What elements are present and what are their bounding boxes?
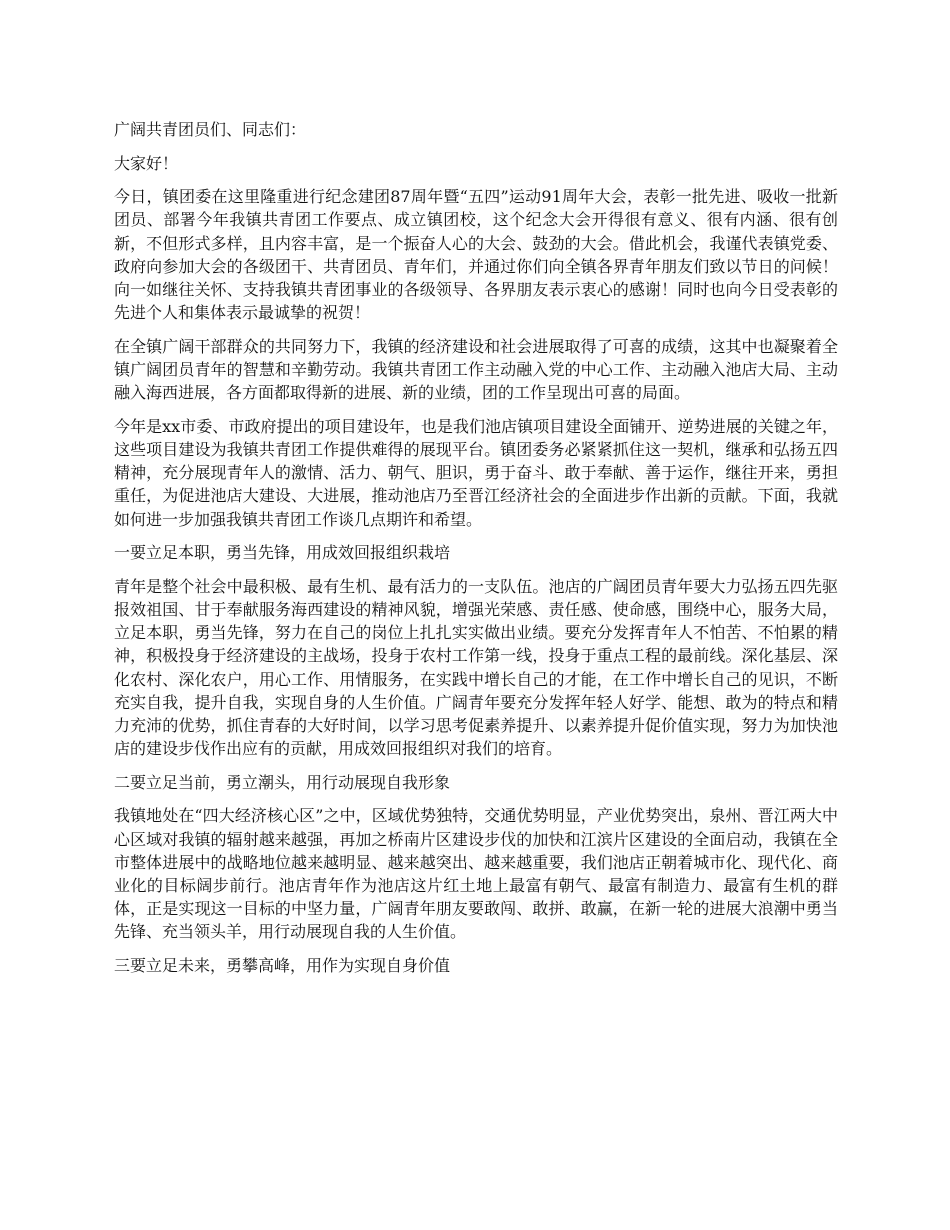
paragraph-opening: 今日，镇团委在这里隆重进行纪念建团87周年暨“五四”运动91周年大会，表彰一批先进、吸收一批新团员、部署今年我镇共青团工作要点、成立镇团校，这个纪念大会开得很有意义、很有内涵、很有创新，不但形式多样，且内容丰富，是一个振奋人心的大会、鼓劲的大会。借此机会，我谨代表镇党委、政府向参加大会的各级团干、共青团员、青年们，并通过你们向全镇各界青年朋友们致以节日的问候！向一如继往关怀、支持我镇共青团事业的各级领导、各界朋友表示衷心的感谢！同时也向今日受表彰的先进个人和集体表示最诚挚的祝贺！ [114, 187, 838, 323]
paragraph-section-2: 我镇地处在“四大经济核心区”之中，区域优势独特，交通优势明显，产业优势突出，泉州、晋江两大中心区域对我镇的辐射越来越强，再加之桥南片区建设步伐的加快和江滨片区建设的全面启动，我镇在全市整体进展中的战略地位越来越明显、越来越突出、越来越重要，我们池店正朝着城市化、现代化、商业化的目标阔步前行。池店青年作为池店这片红土地上最富有朝气、最富有制造力、最富有生机的群体，正是实现这一目标的中坚力量，广阔青年朋友要敢闯、敢拼、敢赢，在新一轮的进展大浪潮中勇当先锋、充当领头羊，用行动展现自我的人生价值。 [114, 806, 838, 942]
paragraph-project-year: 今年是xx市委、市政府提出的项目建设年，也是我们池店镇项目建设全面铺开、逆势进展的关键之年，这些项目建设为我镇共青团工作提供难得的展现平台。镇团委务必紧紧抓住这一契机，继承和弘扬五四精神，充分展现青年人的激情、活力、朝气、胆识，勇于奋斗、敢于奉献、善于运作，继往开来，勇担重任，为促进池店大建设、大进展，推动池店乃至晋江经济社会的全面进步作出新的贡献。下面，我就如何进一步加强我镇共青团工作谈几点期许和希望。 [114, 416, 838, 529]
salutation: 广阔共青团员们、同志们： [114, 120, 307, 139]
document-body [114, 118, 838, 988]
section-heading-1: 一要立足本职，勇当先锋，用成效回报组织栽培 [114, 543, 451, 563]
section-heading-3: 三要立足未来，勇攀高峰，用作为实现自身价值 [114, 956, 451, 976]
paragraph-achievements: 在全镇广阔干部群众的共同努力下，我镇的经济建设和社会进展取得了可喜的成绩，这其中也凝聚着全镇广阔团员青年的智慧和辛勤劳动。我镇共青团工作主动融入党的中心工作、主动融入池店大局、主动融入海西进展，各方面都取得新的进展、新的业绩，团的工作呈现出可喜的局面。 [114, 336, 838, 403]
section-heading-2: 二要立足当前，勇立潮头，用行动展现自我形象 [114, 772, 451, 792]
paragraph-section-1: 青年是整个社会中最积极、最有生机、最有活力的一支队伍。池店的广阔团员青年要大力弘扬五四先驱报效祖国、甘于奉献服务海西建设的精神风貌，增强光荣感、责任感、使命感，围绕中心，服务大局，立足本职，勇当先锋，努力在自己的岗位上扎扎实实做出业绩。要充分发挥青年人不怕苦、不怕累的精神，积极投身于经济建设的主战场，投身于农村工作第一线，投身于重点工程的最前线。深化基层、深化农村、深化农户，用心工作、用情服务，在实践中增长自己的才能，在工作中增长自己的见识，不断充实自我，提升自我，实现自身的人生价值。广阔青年要充分发挥年轻人好学、能想、敢为的特点和精力充沛的优势，抓住青春的大好时间，以学习思考促素养提升、以素养提升促价值实现，努力为加快池店的建设步伐作出应有的贡献，用成效回报组织对我们的培育。 [114, 576, 838, 759]
greeting: 大家好！ [114, 153, 179, 173]
